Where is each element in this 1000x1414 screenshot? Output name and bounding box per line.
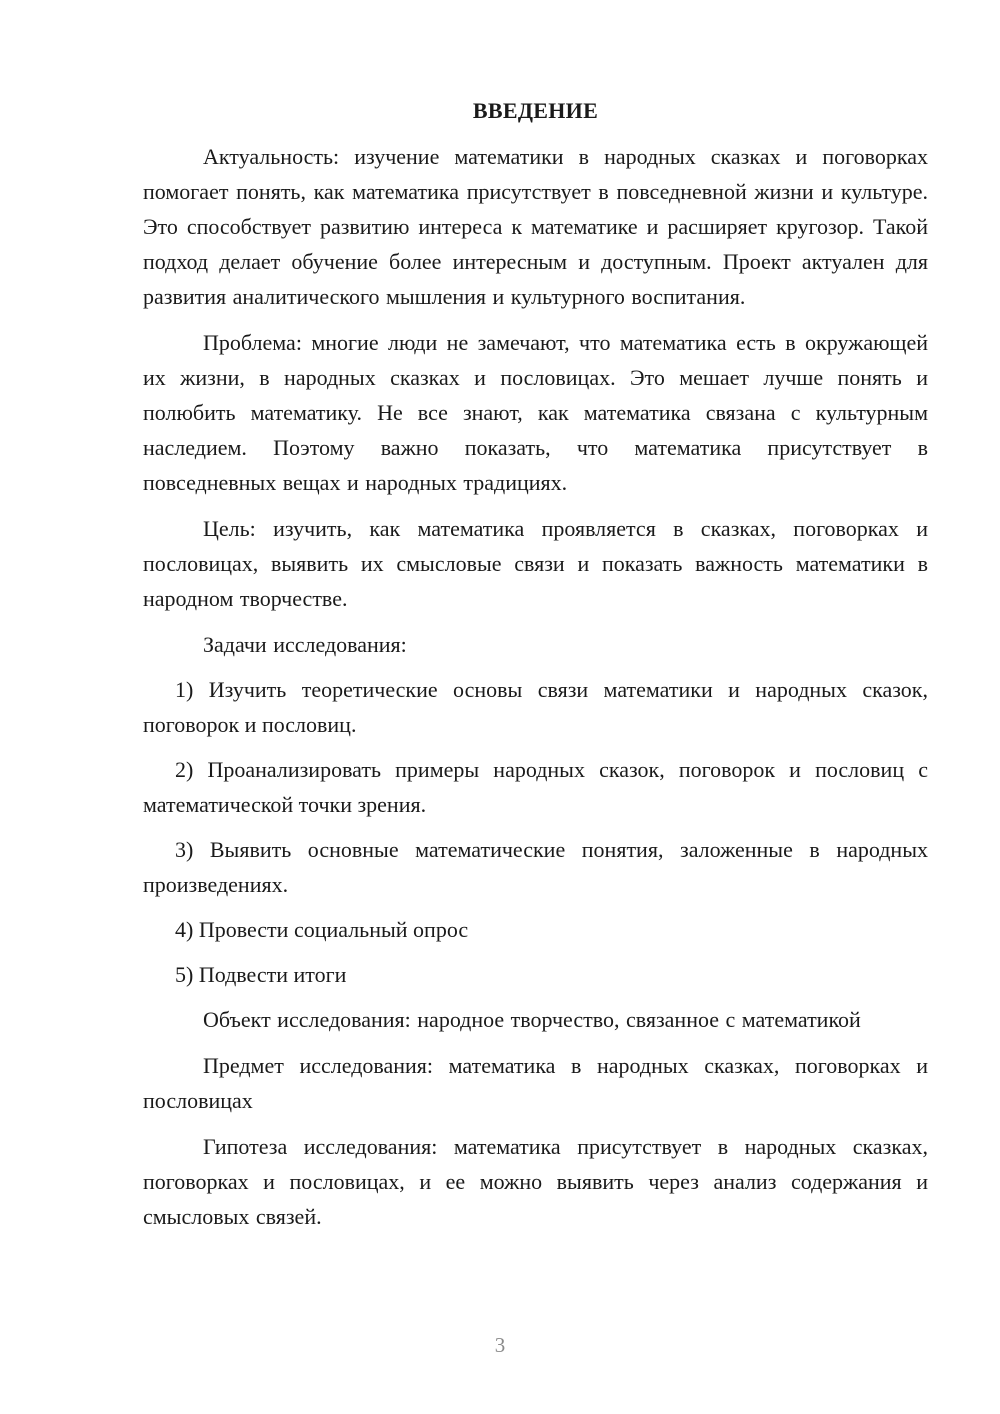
page-number: 3 bbox=[494, 1333, 506, 1357]
paragraph-problem: Проблема: многие люди не замечают, что математика есть в окружающей их жизни, в народных сказках и пословицах. Это мешает лучше понять и полюбить математику. Не все знают, как математика связана с культурным наследием. Поэтому важно показать, что математика присутствует в повседневных вещах и народных традициях. bbox=[143, 330, 928, 495]
list-item: 5) Подвести итоги bbox=[175, 962, 347, 987]
document-body bbox=[143, 93, 928, 1245]
list-item: 1) Изучить теоретические основы связи математики и народных сказок, поговорок и пословиц. bbox=[143, 677, 928, 737]
section-title: ВВЕДЕНИЕ bbox=[472, 98, 599, 123]
paragraph-object: Объект исследования: народное творчество, связанное с математикой bbox=[203, 1007, 861, 1032]
list-item: 2) Проанализировать примеры народных сказок, поговорок и пословиц с математической точки зрения. bbox=[143, 757, 928, 817]
paragraph-relevance: Актуальность: изучение математики в народных сказках и поговорках помогает понять, как математика присутствует в повседневной жизни и культуре. Это способствует развитию интереса к математике и расширяет кругозор. Такой подход делает обучение более интересным и доступным. Проект актуален для развития аналитического мышления и культурного воспитания. bbox=[143, 144, 928, 309]
list-item: 4) Провести социальный опрос bbox=[175, 917, 469, 942]
list-item: 3) Выявить основные математические понятия, заложенные в народных произведениях. bbox=[143, 837, 928, 897]
tasks-list bbox=[143, 672, 928, 992]
tasks-heading: Задачи исследования: bbox=[203, 632, 407, 657]
paragraph-goal: Цель: изучить, как математика проявляется в сказках, поговорках и пословицах, выявить их смысловые связи и показать важность математики в народном творчестве. bbox=[143, 516, 928, 611]
paragraph-hypothesis: Гипотеза исследования: математика присутствует в народных сказках, поговорках и пословицах, и ее можно выявить через анализ содержания и смысловых связей. bbox=[143, 1134, 928, 1229]
paragraph-subject: Предмет исследования: математика в народных сказках, поговорках и пословицах bbox=[143, 1053, 928, 1113]
